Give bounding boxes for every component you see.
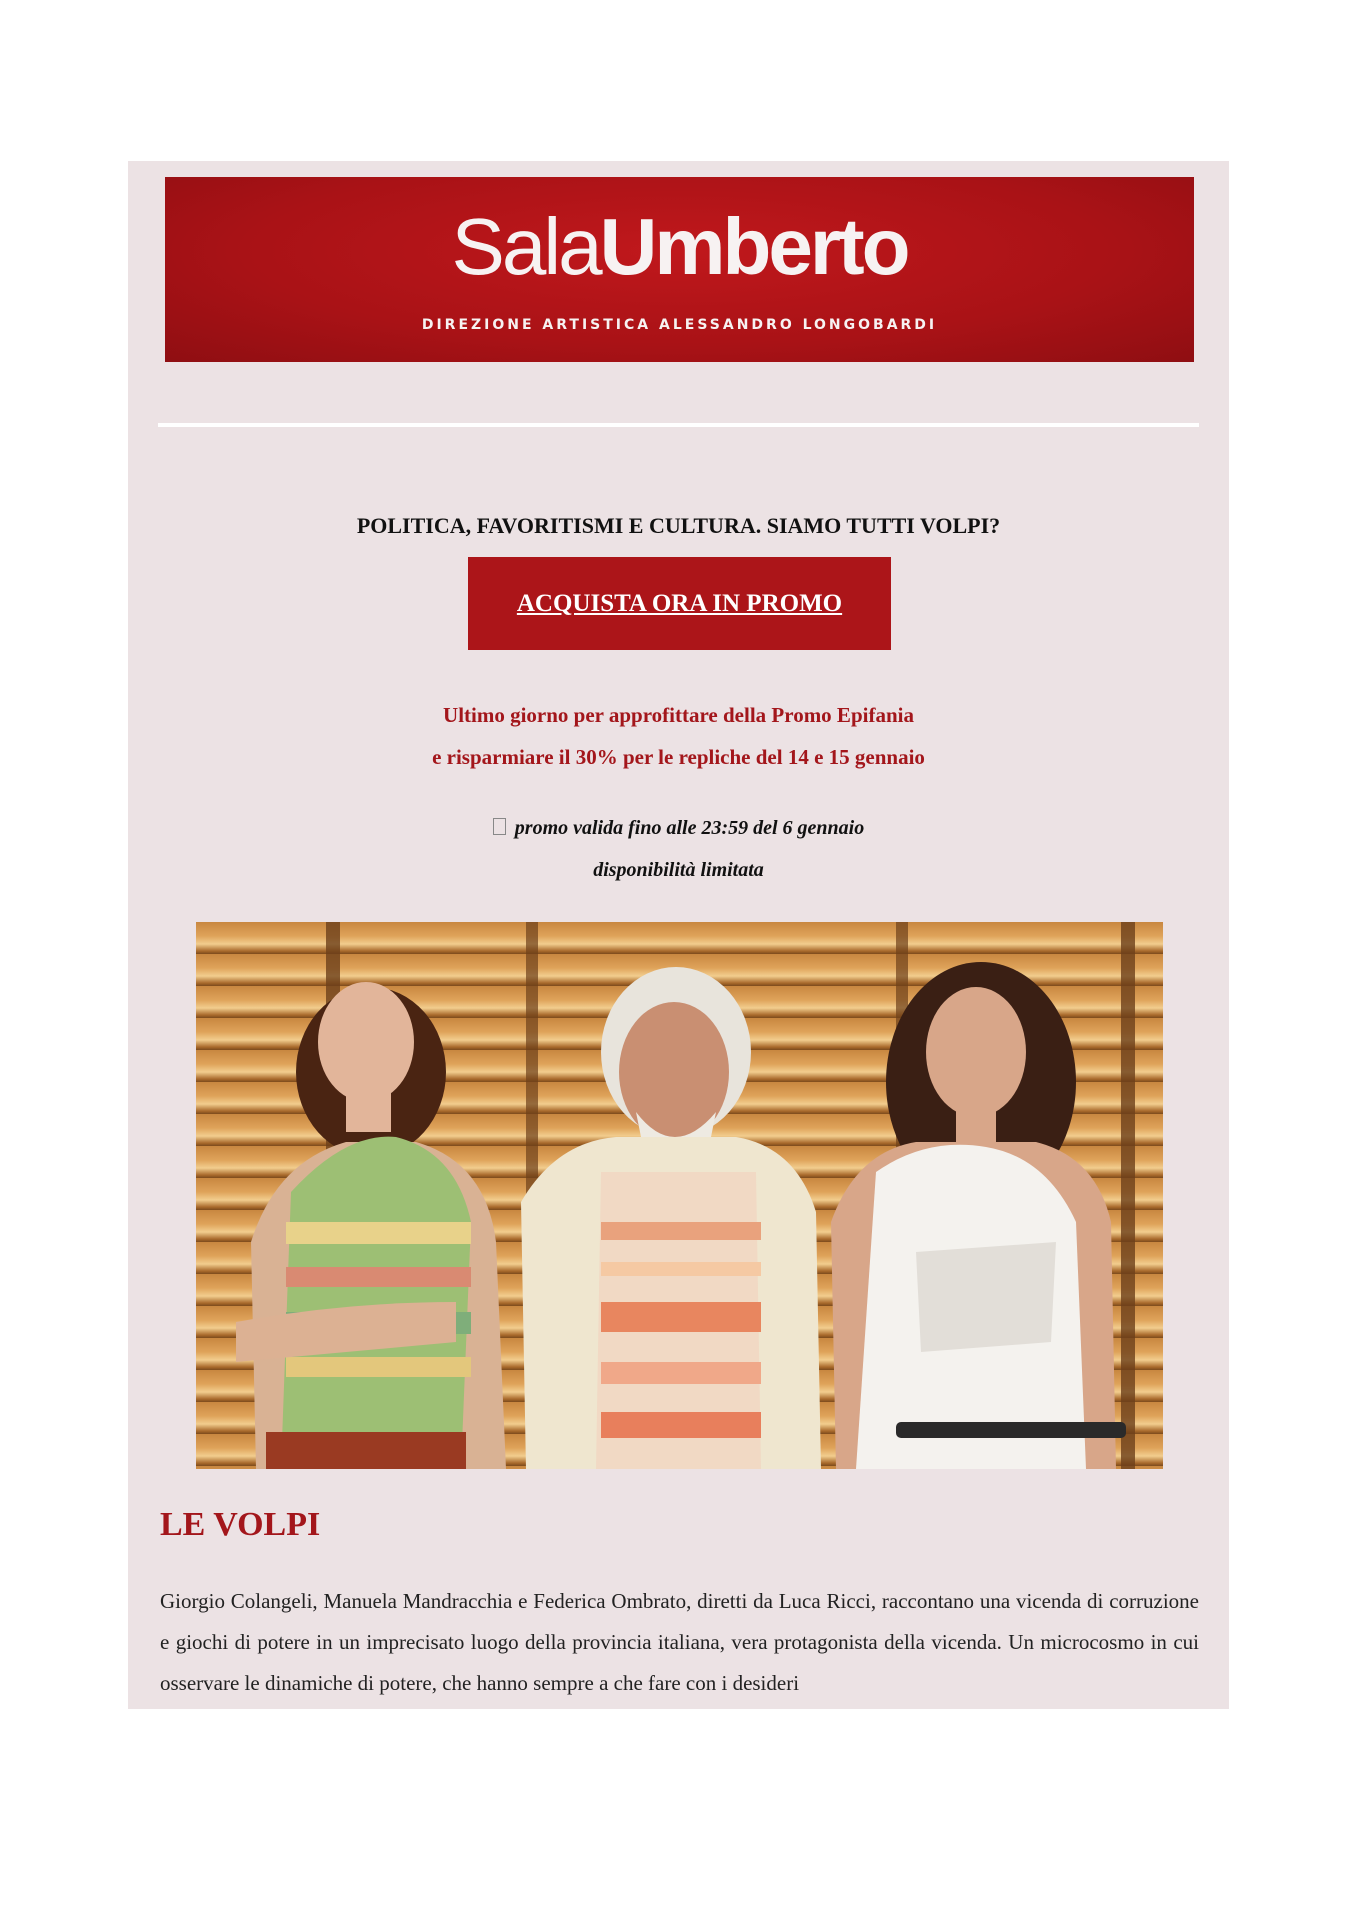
newsletter-panel [128, 161, 1229, 1709]
divider [158, 423, 1199, 427]
show-photo-illustration [196, 922, 1163, 1469]
show-title: LE VOLPI [160, 1506, 321, 1543]
logo-word-umberto: Umberto [599, 202, 908, 291]
show-description: Giorgio Colangeli, Manuela Mandracchia e Federica Ombrato, diretti da Luca Ricci, raccontano una vicenda di corruzione e giochi di potere in un imprecisato luogo della provincia italiana, vera protagonista della vicenda. Un microcosmo in cui osservare le dinamiche di potere, che hanno sempre a che fare con i desideri [160, 1589, 1199, 1695]
logo-word-sala: Sala [451, 202, 600, 291]
promo-headline: POLITICA, FAVORITISMI E CULTURA. SIAMO TUTTI VOLPI? [356, 513, 1001, 538]
promo-validity-note [128, 817, 1229, 840]
artistic-direction-tagline: DIREZIONE ARTISTICA ALESSANDRO LONGOBARDI [421, 317, 938, 333]
promo-validity-text: promo valida fino alle 23:59 del 6 gennaio [514, 817, 865, 839]
sala-umberto-header-banner [165, 177, 1194, 362]
promo-line-1: Ultimo giorno per approfittare della Promo Epifania [443, 703, 914, 727]
promo-line-2: e risparmiare il 30% per le repliche del 14 e 15 gennaio [432, 745, 925, 769]
limited-availability-note: disponibilità limitata [593, 859, 764, 881]
sala-umberto-logo [165, 202, 1194, 291]
show-photo [196, 922, 1163, 1469]
buy-now-promo-button[interactable]: ACQUISTA ORA IN PROMO [468, 557, 891, 650]
missing-glyph-icon [493, 818, 506, 835]
